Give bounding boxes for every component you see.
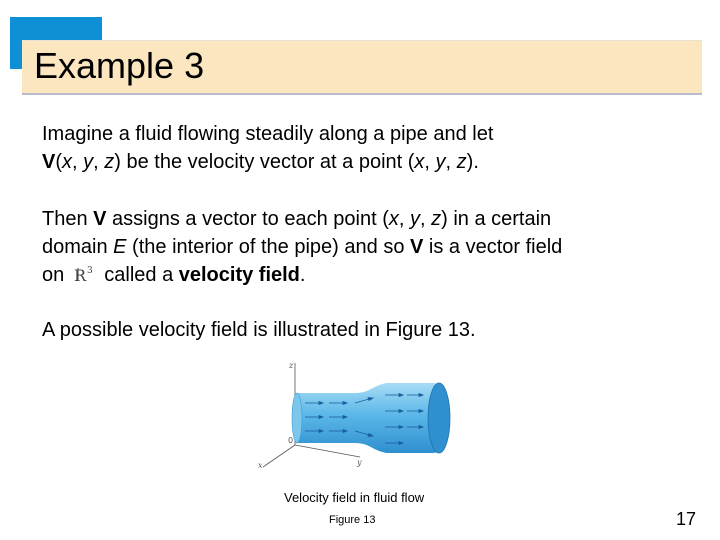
var-z: z	[431, 208, 442, 230]
pipe-right-opening	[428, 383, 450, 453]
page-number: 17	[676, 509, 697, 529]
p1-line1: Imagine a fluid flowing steadily along a pipe and let	[42, 123, 494, 145]
p1-comma: ,	[93, 151, 105, 173]
var-e: E	[113, 236, 127, 258]
origin-label: 0	[288, 436, 294, 445]
paragraph-2	[42, 205, 682, 289]
p2-comma: ,	[398, 208, 410, 230]
vector-v: V	[93, 208, 107, 230]
var-y: y	[410, 208, 420, 230]
p2-assigns: assigns a vector to each point (	[106, 208, 389, 230]
p2-interior: (the interior of the pipe) and so	[126, 236, 410, 258]
pipe-body	[293, 383, 449, 453]
p2-called: called a	[104, 264, 179, 286]
p2-comma: ,	[420, 208, 432, 230]
p2-is-vf: is a vector field	[423, 236, 563, 258]
svg-text:R: R	[74, 266, 87, 285]
p1-comma: ,	[445, 151, 457, 173]
var-y: y	[83, 151, 94, 173]
p1-comma: ,	[424, 151, 436, 173]
axis-y-label: y	[357, 458, 362, 467]
figure-caption: Velocity field in fluid flow	[284, 490, 425, 505]
var-x: x	[414, 151, 425, 173]
var-z: z	[456, 151, 467, 173]
vector-v: V	[42, 151, 56, 173]
var-y: y	[435, 151, 446, 173]
pipe-left-opening	[292, 393, 302, 443]
p1-comma: ,	[72, 151, 84, 173]
pipe-figure	[255, 355, 465, 475]
var-x: x	[388, 208, 399, 230]
y-axis-line	[295, 445, 360, 457]
term-velocity-field: velocity field	[178, 264, 300, 286]
x-axis-line	[263, 445, 295, 467]
axis-x-label: x	[258, 461, 263, 470]
svg-text:3: 3	[87, 266, 93, 276]
p2-on: on	[42, 264, 65, 286]
p1-mid: ) be the velocity vector at a point (	[114, 151, 415, 173]
var-x: x	[62, 151, 73, 173]
vector-v: V	[410, 236, 424, 258]
p2-then: Then	[42, 208, 94, 230]
p2-period: .	[299, 264, 306, 286]
axis-z-label: z	[289, 361, 294, 370]
figure-label: Figure 13	[329, 514, 376, 526]
p2-domain: domain	[42, 236, 114, 258]
paragraph-1	[42, 120, 682, 176]
var-z: z	[104, 151, 115, 173]
paragraph-3: A possible velocity field is illustrated in Figure 13.	[42, 319, 476, 341]
p1-end: ).	[466, 151, 479, 173]
r3-symbol-icon	[74, 265, 100, 285]
slide-title: Example 3	[34, 45, 205, 86]
p2-in-domain: ) in a certain	[441, 208, 552, 230]
p1-open: (	[55, 151, 63, 173]
